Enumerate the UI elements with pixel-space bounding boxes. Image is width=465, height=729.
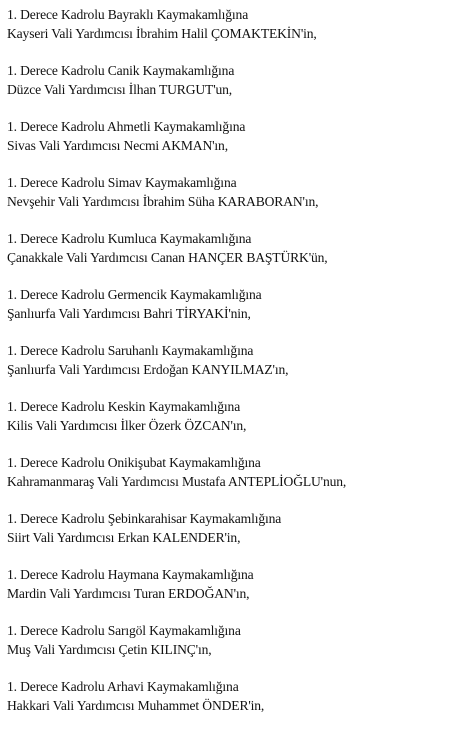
appointment-entry: [7, 341, 462, 379]
appointment-entry: [7, 229, 462, 267]
appointee-line: Sivas Vali Yardımcısı Necmi AKMAN'ın,: [7, 138, 228, 153]
appointment-entry: [7, 117, 462, 155]
position-line: 1. Derece Kadrolu Simav Kaymakamlığına: [7, 175, 237, 190]
position-line: 1. Derece Kadrolu Kumluca Kaymakamlığına: [7, 231, 252, 246]
appointee-line: Düzce Vali Yardımcısı İlhan TURGUT'un,: [7, 82, 233, 97]
position-line: 1. Derece Kadrolu Keskin Kaymakamlığına: [7, 399, 241, 414]
appointment-entry: [7, 5, 462, 43]
appointment-entry: [7, 621, 462, 659]
position-line: 1. Derece Kadrolu Sarıgöl Kaymakamlığına: [7, 623, 241, 638]
position-line: 1. Derece Kadrolu Bayraklı Kaymakamlığına: [7, 7, 249, 22]
appointee-line: Siirt Vali Yardımcısı Erkan KALENDER'in,: [7, 530, 241, 545]
appointment-entry: [7, 173, 462, 211]
position-line: 1. Derece Kadrolu Şebinkarahisar Kaymakamlığına: [7, 511, 282, 526]
position-line: 1. Derece Kadrolu Haymana Kaymakamlığına: [7, 567, 254, 582]
position-line: 1. Derece Kadrolu Arhavi Kaymakamlığına: [7, 679, 239, 694]
appointment-entry: [7, 565, 462, 603]
position-line: 1. Derece Kadrolu Germencik Kaymakamlığına: [7, 287, 262, 302]
appointee-line: Nevşehir Vali Yardımcısı İbrahim Süha KARABORAN'ın,: [7, 194, 319, 209]
position-line: 1. Derece Kadrolu Ahmetli Kaymakamlığına: [7, 119, 246, 134]
appointee-line: Hakkari Vali Yardımcısı Muhammet ÖNDER'in,: [7, 698, 265, 713]
appointee-line: Kayseri Vali Yardımcısı İbrahim Halil ÇOMAKTEKİN'in,: [7, 26, 317, 41]
appointment-entry: [7, 509, 462, 547]
appointee-line: Şanlıurfa Vali Yardımcısı Bahri TİRYAKİ'nin,: [7, 306, 251, 321]
appointee-line: Kilis Vali Yardımcısı İlker Özerk ÖZCAN'ın,: [7, 418, 247, 433]
appointee-line: Kahramanmaraş Vali Yardımcısı Mustafa ANTEPLİOĞLU'nun,: [7, 474, 347, 489]
appointee-line: Çanakkale Vali Yardımcısı Canan HANÇER BAŞTÜRK'ün,: [7, 250, 328, 265]
appointment-entry: [7, 397, 462, 435]
appointment-entry: [7, 285, 462, 323]
appointment-entry: [7, 61, 462, 99]
appointee-line: Mardin Vali Yardımcısı Turan ERDOĞAN'ın,: [7, 586, 250, 601]
appointment-entry: [7, 453, 462, 491]
position-line: 1. Derece Kadrolu Onikişubat Kaymakamlığına: [7, 455, 261, 470]
appointment-entry: [7, 677, 462, 715]
position-line: 1. Derece Kadrolu Canik Kaymakamlığına: [7, 63, 235, 78]
appointee-line: Muş Vali Yardımcısı Çetin KILINÇ'ın,: [7, 642, 212, 657]
appointee-line: Şanlıurfa Vali Yardımcısı Erdoğan KANYILMAZ'ın,: [7, 362, 289, 377]
position-line: 1. Derece Kadrolu Saruhanlı Kaymakamlığına: [7, 343, 254, 358]
